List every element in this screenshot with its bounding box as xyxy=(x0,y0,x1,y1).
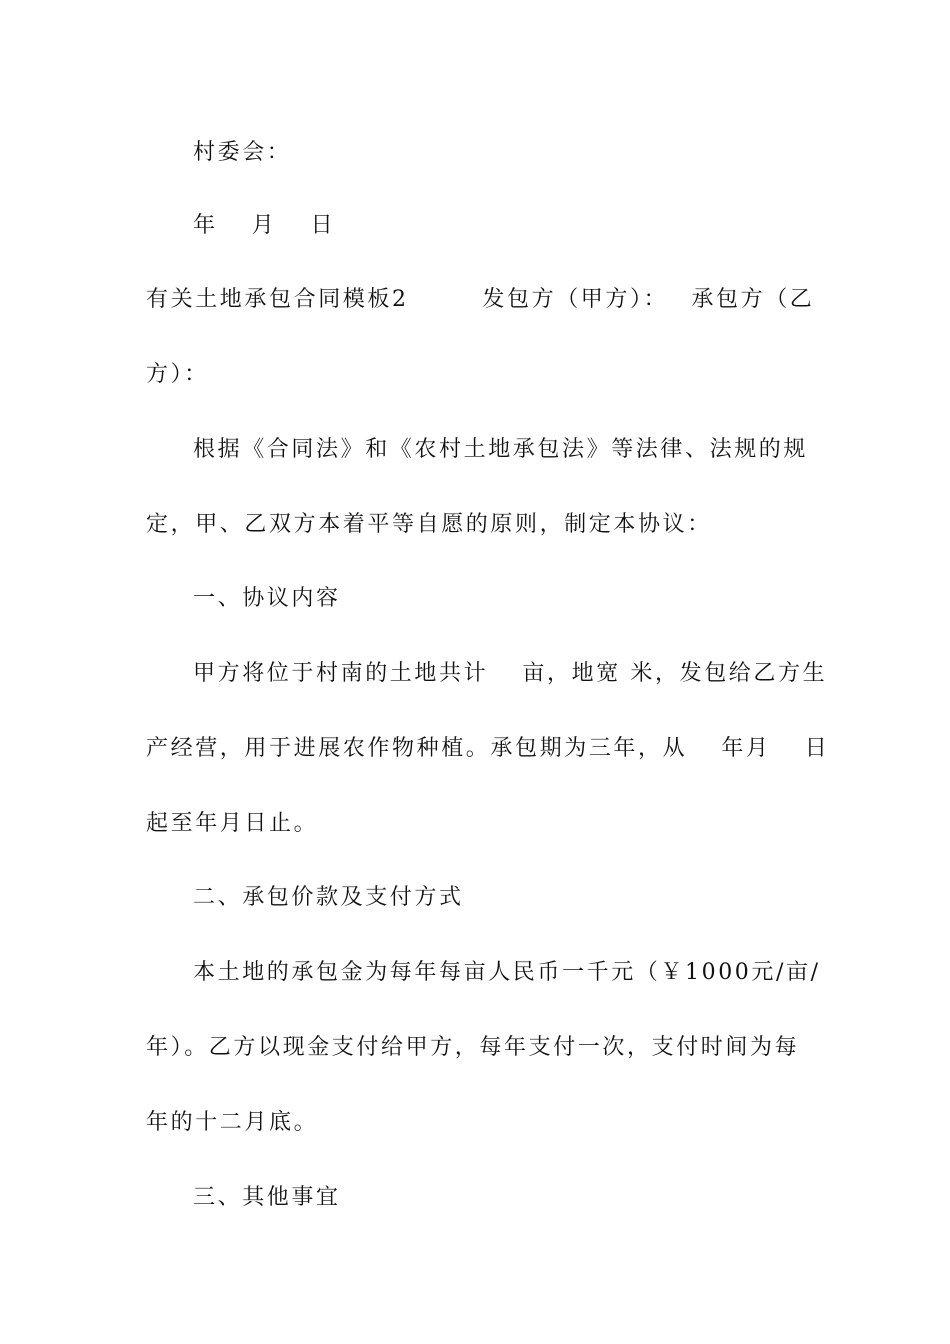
text-line-village-committee: 村委会： xyxy=(193,140,292,165)
text-line-contract-price: 本土地的承包金为每年每亩人民币一千元（￥1000元/亩/ xyxy=(193,960,821,985)
text-line-date: 年 月 日 xyxy=(193,213,336,238)
section-heading-agreement-content: 一、协议内容 xyxy=(193,586,341,611)
text-line-legal-basis-cont: 定，甲、乙双方本着平等自愿的原则，制定本协议： xyxy=(146,512,712,537)
section-heading-other-matters: 三、其他事宜 xyxy=(193,1185,341,1210)
text-line-party-b: 方）： xyxy=(146,362,209,387)
text-line-title-parties: 有关土地承包合同模板2 发包方（甲方）： 承包方（乙 xyxy=(146,287,815,312)
section-heading-payment: 二、承包价款及支付方式 xyxy=(193,885,464,910)
text-line-term-end: 起至年月日止。 xyxy=(146,811,319,836)
text-line-payment-method: 年）。乙方以现金支付给甲方，每年支付一次，支付时间为每 xyxy=(146,1035,800,1060)
text-line-contract-term: 产经营，用于进展农作物种植。承包期为三年，从 年月 日 xyxy=(146,736,830,761)
text-line-land-description: 甲方将位于村南的土地共计 亩，地宽 米，发包给乙方生 xyxy=(193,661,828,686)
text-line-payment-time: 年的十二月底。 xyxy=(146,1110,319,1135)
text-line-legal-basis: 根据《合同法》和《农村土地承包法》等法律、法规的规 xyxy=(193,437,809,462)
